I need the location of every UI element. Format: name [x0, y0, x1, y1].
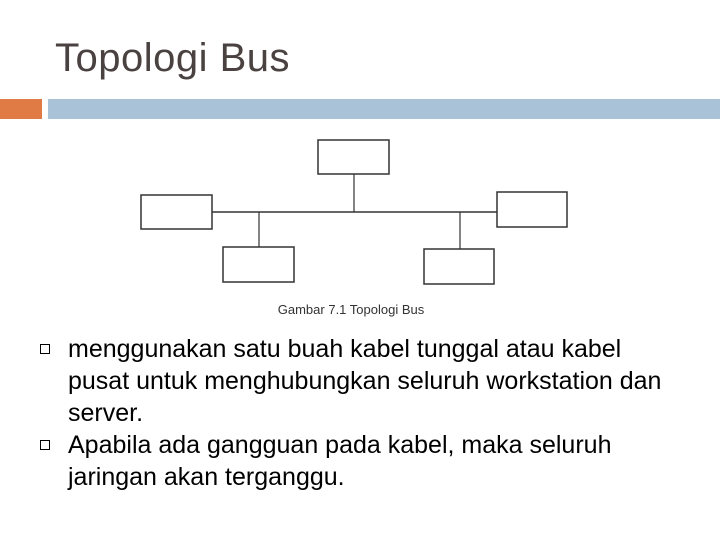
slide-title: Topologi Bus [55, 36, 291, 80]
square-bullet-icon [40, 344, 50, 354]
title-rule-bar [48, 99, 720, 119]
bullet-text-2: Apabila ada gangguan pada kabel, maka seluruh jaringan akan terganggu. [68, 431, 612, 491]
bullet-item-1 [40, 333, 680, 429]
node-box-bottom-left [223, 247, 294, 282]
node-box-right [497, 192, 567, 227]
bullet-text-1: menggunakan satu buah kabel tunggal atau kabel pusat untuk menghubungkan seluruh workstation dan server. [68, 335, 662, 427]
bullet-item-2 [40, 429, 680, 493]
square-bullet-icon [40, 440, 50, 450]
bullet-list [40, 333, 680, 493]
bus-topology-svg [130, 130, 580, 325]
diagram-caption: Gambar 7.1 Topologi Bus [277, 302, 425, 317]
node-box-bottom-right [424, 249, 494, 284]
node-box-top [318, 140, 389, 174]
bus-topology-diagram [130, 130, 580, 325]
node-box-left [141, 195, 212, 229]
title-accent-bar [0, 99, 42, 119]
